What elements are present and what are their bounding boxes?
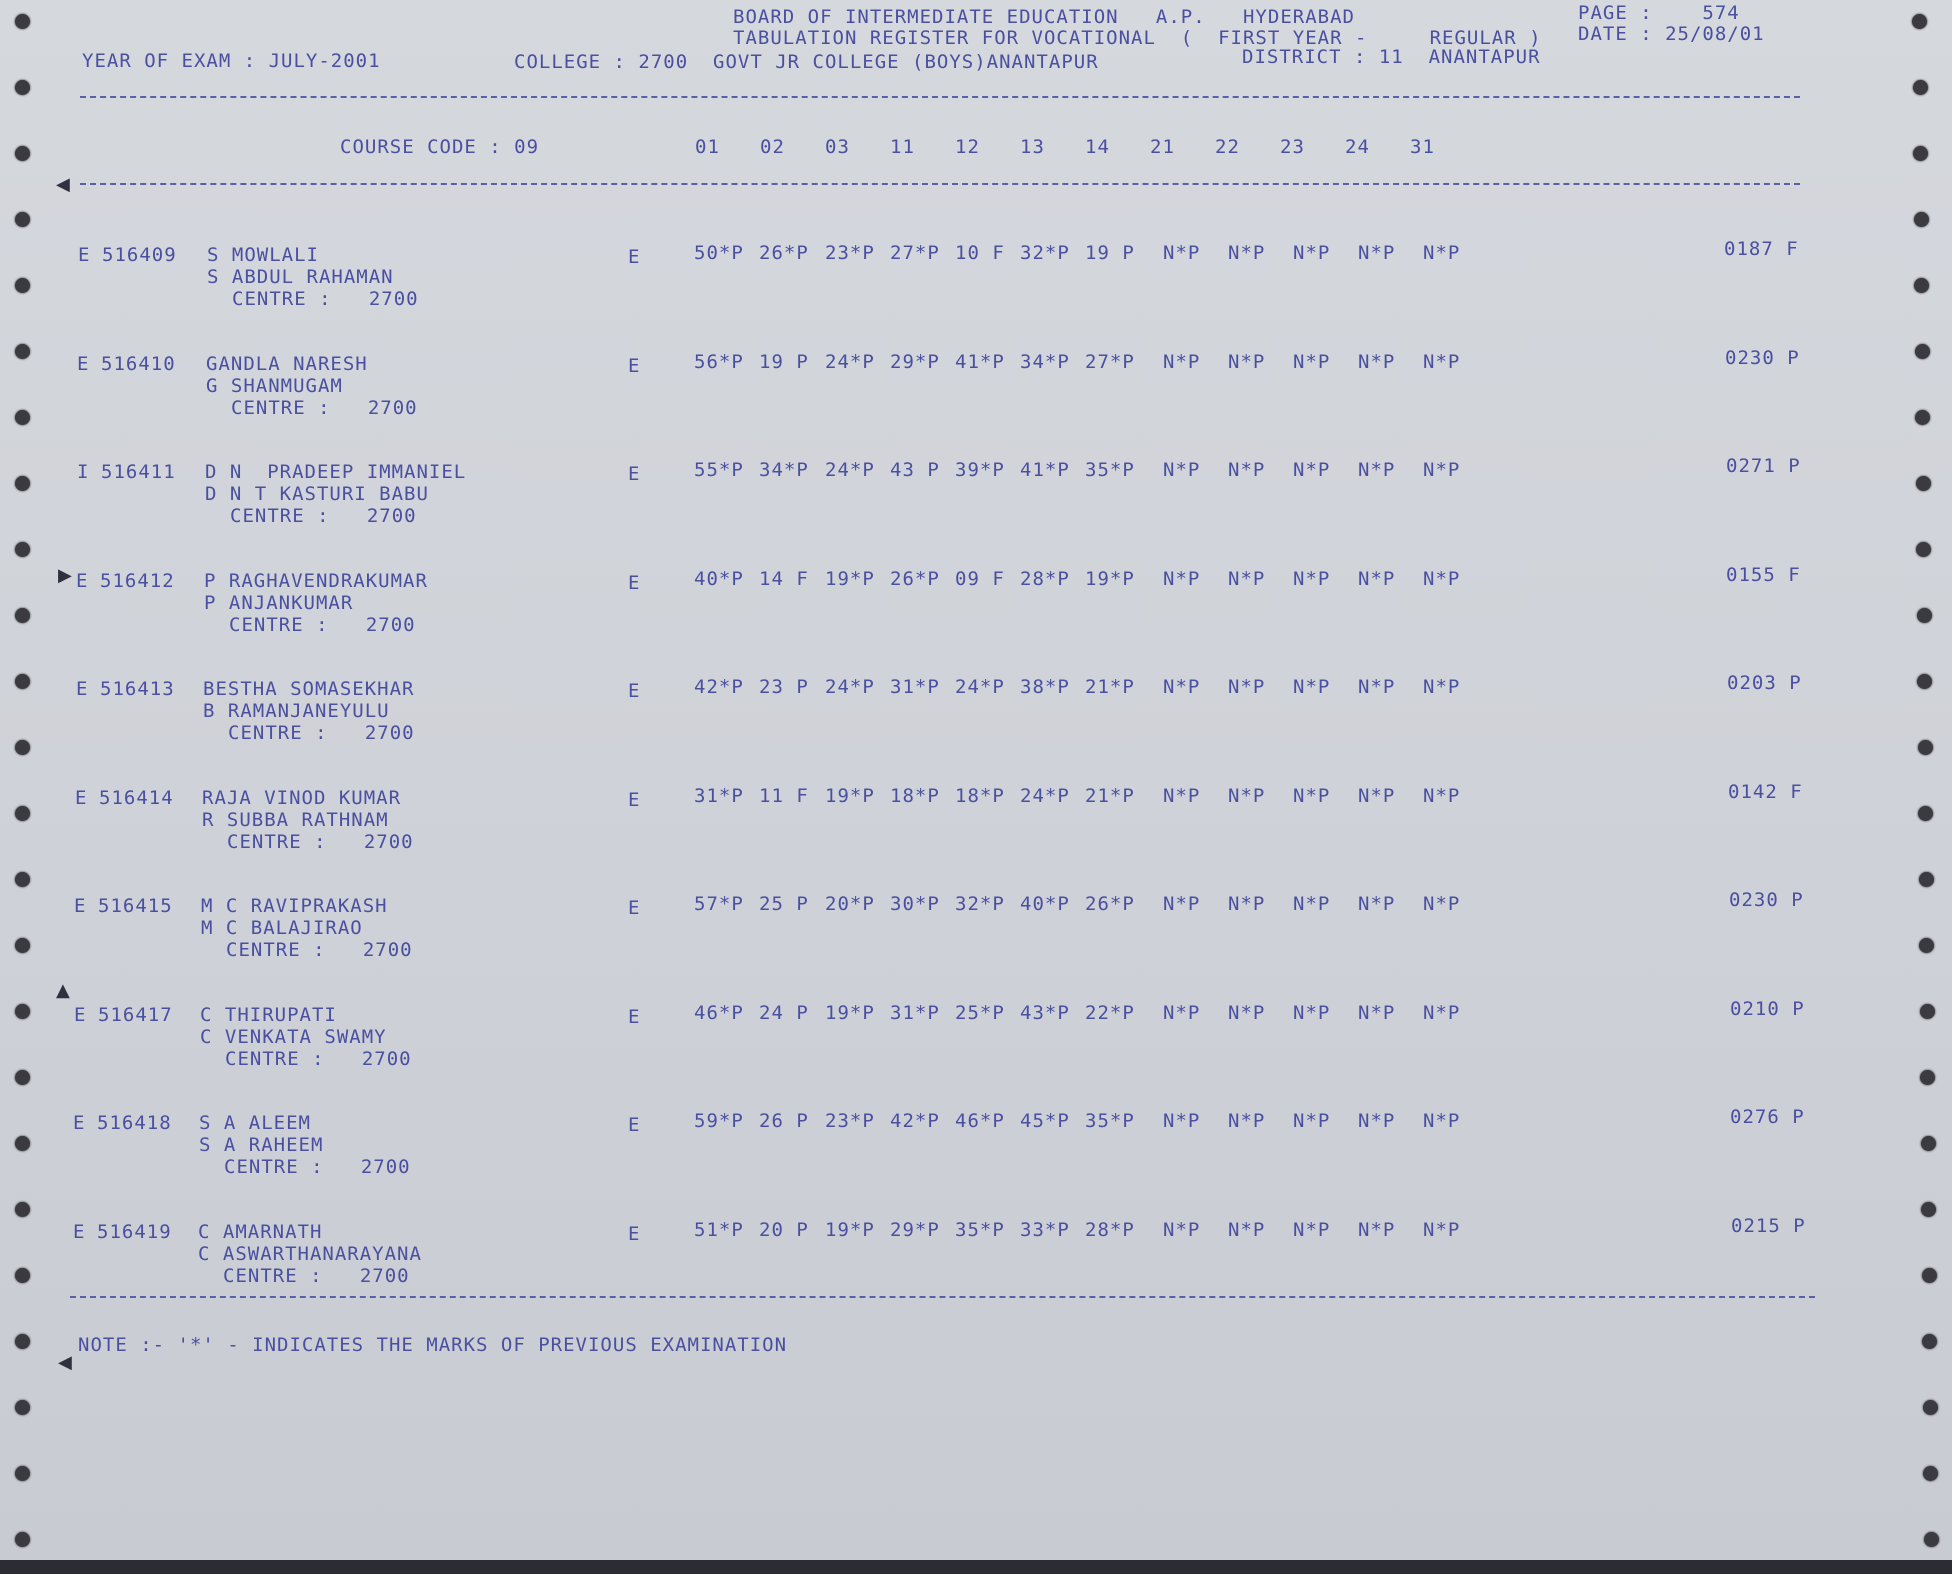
feed-hole xyxy=(1917,674,1932,689)
subject-code-23: 23 xyxy=(1280,136,1305,158)
subject-code-24: 24 xyxy=(1345,136,1370,158)
subject-mark: 19*P xyxy=(825,785,875,807)
subject-mark: 26*P xyxy=(890,568,940,590)
subject-mark: N*P xyxy=(1163,459,1201,481)
subject-mark: 45*P xyxy=(1020,1110,1070,1132)
subject-mark: N*P xyxy=(1293,351,1331,373)
father-name: B RAMANJANEYULU xyxy=(203,700,390,722)
centre-code: CENTRE : 2700 xyxy=(225,1048,412,1070)
subject-code-14: 14 xyxy=(1085,136,1110,158)
subject-mark: 24*P xyxy=(825,351,875,373)
subject-mark: N*P xyxy=(1163,1110,1201,1132)
subject-mark: N*P xyxy=(1163,1219,1201,1241)
total-result: 0155 F xyxy=(1726,564,1801,586)
subject-code-03: 03 xyxy=(825,136,850,158)
hall-ticket-number: 516412 xyxy=(100,570,175,592)
up-arrow-mark: ▲ xyxy=(56,980,70,1001)
subject-mark: N*P xyxy=(1228,1110,1266,1132)
centre-code: CENTRE : 2700 xyxy=(224,1156,411,1178)
feed-hole xyxy=(15,1202,30,1217)
candidate-name: RAJA VINOD KUMAR xyxy=(202,787,402,809)
medium: E xyxy=(628,355,641,377)
subject-mark: N*P xyxy=(1358,1219,1396,1241)
subject-mark: N*P xyxy=(1423,893,1461,915)
feed-hole xyxy=(15,608,30,623)
medium: E xyxy=(628,789,641,811)
candidate-name: S A ALEEM xyxy=(199,1112,311,1134)
subject-mark: N*P xyxy=(1293,893,1331,915)
subject-mark: N*P xyxy=(1293,1219,1331,1241)
district-name: DISTRICT : 11 ANANTAPUR xyxy=(1242,46,1541,68)
father-name: P ANJANKUMAR xyxy=(204,592,354,614)
medium: E xyxy=(628,1006,641,1028)
subject-mark: N*P xyxy=(1293,1002,1331,1024)
feed-hole xyxy=(15,740,30,755)
feed-hole xyxy=(15,80,30,95)
category-code: E xyxy=(73,1112,86,1134)
subject-code-12: 12 xyxy=(955,136,980,158)
father-name: M C BALAJIRAO xyxy=(201,917,363,939)
subject-mark: N*P xyxy=(1228,459,1266,481)
subject-mark: N*P xyxy=(1423,1002,1461,1024)
subject-mark: 35*P xyxy=(1085,1110,1135,1132)
subject-mark: 29*P xyxy=(890,351,940,373)
subject-mark: 35*P xyxy=(955,1219,1005,1241)
centre-code: CENTRE : 2700 xyxy=(231,397,418,419)
centre-code: CENTRE : 2700 xyxy=(232,288,419,310)
feed-hole xyxy=(1923,1466,1938,1481)
father-name: S ABDUL RAHAMAN xyxy=(207,266,394,288)
subject-mark: 25*P xyxy=(955,1002,1005,1024)
medium: E xyxy=(628,463,641,485)
candidate-name: BESTHA SOMASEKHAR xyxy=(203,678,415,700)
feed-hole xyxy=(15,1400,30,1415)
subject-mark: N*P xyxy=(1293,242,1331,264)
subject-mark: N*P xyxy=(1358,785,1396,807)
hall-ticket-number: 516413 xyxy=(100,678,175,700)
subject-mark: N*P xyxy=(1423,1219,1461,1241)
subject-mark: 55*P xyxy=(694,459,744,481)
subject-mark: 57*P xyxy=(694,893,744,915)
subject-mark: 50*P xyxy=(694,242,744,264)
subject-mark: 31*P xyxy=(694,785,744,807)
subject-mark: 10 F xyxy=(955,242,1005,264)
subject-mark: 42*P xyxy=(694,676,744,698)
subject-mark: 20*P xyxy=(825,893,875,915)
hall-ticket-number: 516417 xyxy=(98,1004,173,1026)
feed-hole xyxy=(1920,1070,1935,1085)
subject-mark: N*P xyxy=(1228,676,1266,698)
feed-hole xyxy=(15,410,30,425)
feed-hole xyxy=(1922,1334,1937,1349)
college-name: COLLEGE : 2700 GOVT JR COLLEGE (BOYS)ANANTAPUR xyxy=(514,51,1099,73)
medium: E xyxy=(628,246,641,268)
feed-hole xyxy=(1920,1004,1935,1019)
total-result: 0142 F xyxy=(1728,781,1803,803)
total-result: 0215 P xyxy=(1731,1215,1806,1237)
category-code: E xyxy=(76,570,89,592)
subject-mark: 46*P xyxy=(955,1110,1005,1132)
subject-mark: 56*P xyxy=(694,351,744,373)
centre-code: CENTRE : 2700 xyxy=(228,722,415,744)
subject-mark: N*P xyxy=(1293,676,1331,698)
category-code: E xyxy=(76,678,89,700)
candidate-name: M C RAVIPRAKASH xyxy=(201,895,388,917)
left-arrow-mark: ◀ xyxy=(56,174,70,195)
subject-mark: N*P xyxy=(1423,568,1461,590)
feed-hole xyxy=(1921,1136,1936,1151)
subject-mark: 19*P xyxy=(1085,568,1135,590)
feed-hole xyxy=(15,1334,30,1349)
register-title: TABULATION REGISTER FOR VOCATIONAL ( FIRST YEAR - REGULAR ) xyxy=(733,27,1542,49)
category-code: E xyxy=(75,787,88,809)
bottom-edge xyxy=(0,1560,1952,1574)
subject-mark: 20 P xyxy=(759,1219,809,1241)
subject-code-13: 13 xyxy=(1020,136,1045,158)
medium: E xyxy=(628,572,641,594)
feed-hole xyxy=(1921,1202,1936,1217)
subject-mark: N*P xyxy=(1423,351,1461,373)
subject-mark: 59*P xyxy=(694,1110,744,1132)
subject-mark: 40*P xyxy=(1020,893,1070,915)
hall-ticket-number: 516419 xyxy=(97,1221,172,1243)
subject-mark: 11 F xyxy=(759,785,809,807)
father-name: G SHANMUGAM xyxy=(206,375,343,397)
total-result: 0230 P xyxy=(1725,347,1800,369)
subject-mark: 18*P xyxy=(890,785,940,807)
subject-mark: N*P xyxy=(1163,785,1201,807)
subject-mark: N*P xyxy=(1228,1219,1266,1241)
feed-hole xyxy=(1914,278,1929,293)
subject-mark: N*P xyxy=(1163,1002,1201,1024)
category-code: E xyxy=(74,1004,87,1026)
feed-hole xyxy=(15,872,30,887)
note-text: NOTE :- '*' - INDICATES THE MARKS OF PREVIOUS EXAMINATION xyxy=(78,1334,788,1356)
centre-code: CENTRE : 2700 xyxy=(223,1265,410,1287)
subject-mark: N*P xyxy=(1358,351,1396,373)
print-date: DATE : 25/08/01 xyxy=(1578,23,1765,45)
subject-mark: 19*P xyxy=(825,1219,875,1241)
feed-hole xyxy=(1922,1268,1937,1283)
subject-mark: N*P xyxy=(1228,1002,1266,1024)
subject-mark: N*P xyxy=(1228,785,1266,807)
feed-hole xyxy=(15,1004,30,1019)
subject-mark: N*P xyxy=(1228,242,1266,264)
subject-mark: 35*P xyxy=(1085,459,1135,481)
subject-mark: 21*P xyxy=(1085,676,1135,698)
feed-hole xyxy=(1924,1532,1939,1547)
father-name: R SUBBA RATHNAM xyxy=(202,809,389,831)
centre-code: CENTRE : 2700 xyxy=(226,939,413,961)
subject-mark: 31*P xyxy=(890,1002,940,1024)
feed-hole xyxy=(15,212,30,227)
subject-mark: N*P xyxy=(1423,676,1461,698)
feed-hole xyxy=(15,1268,30,1283)
subject-mark: 21*P xyxy=(1085,785,1135,807)
subject-mark: 26 P xyxy=(759,1110,809,1132)
feed-hole xyxy=(1915,344,1930,359)
total-result: 0187 F xyxy=(1724,238,1799,260)
subject-mark: 27*P xyxy=(890,242,940,264)
subject-mark: N*P xyxy=(1358,676,1396,698)
feed-hole xyxy=(15,344,30,359)
subject-mark: N*P xyxy=(1358,893,1396,915)
feed-hole xyxy=(1919,938,1934,953)
subject-mark: 32*P xyxy=(955,893,1005,915)
medium: E xyxy=(628,1223,641,1245)
subject-mark: 26*P xyxy=(759,242,809,264)
course-code: COURSE CODE : 09 xyxy=(340,136,540,158)
header-divider xyxy=(80,96,1800,98)
subject-mark: 30*P xyxy=(890,893,940,915)
subject-mark: N*P xyxy=(1358,459,1396,481)
subject-mark: 34*P xyxy=(759,459,809,481)
subject-mark: 23*P xyxy=(825,1110,875,1132)
feed-hole xyxy=(15,1070,30,1085)
subject-mark: 23*P xyxy=(825,242,875,264)
board-title: BOARD OF INTERMEDIATE EDUCATION A.P. HYDERABAD xyxy=(733,6,1355,28)
subject-mark: N*P xyxy=(1293,1110,1331,1132)
subject-mark: 46*P xyxy=(694,1002,744,1024)
hall-ticket-number: 516409 xyxy=(102,244,177,266)
footer-divider xyxy=(70,1296,1815,1298)
subject-mark: N*P xyxy=(1163,676,1201,698)
feed-hole xyxy=(1913,80,1928,95)
candidate-name: P RAGHAVENDRAKUMAR xyxy=(204,570,428,592)
subject-mark: 19*P xyxy=(825,568,875,590)
column-header-divider xyxy=(80,183,1800,185)
subject-mark: 27*P xyxy=(1085,351,1135,373)
centre-code: CENTRE : 2700 xyxy=(230,505,417,527)
feed-hole xyxy=(1916,476,1931,491)
feed-hole xyxy=(1916,542,1931,557)
year-of-exam: YEAR OF EXAM : JULY-2001 xyxy=(82,50,381,72)
candidate-name: S MOWLALI xyxy=(207,244,319,266)
subject-mark: 24 P xyxy=(759,1002,809,1024)
subject-code-31: 31 xyxy=(1410,136,1435,158)
medium: E xyxy=(628,897,641,919)
subject-mark: N*P xyxy=(1358,242,1396,264)
subject-mark: 39*P xyxy=(955,459,1005,481)
subject-mark: N*P xyxy=(1358,1002,1396,1024)
subject-mark: 24*P xyxy=(825,676,875,698)
feed-hole xyxy=(15,1136,30,1151)
feed-hole xyxy=(1915,410,1930,425)
left-arrow-mark-bottom: ◀ xyxy=(58,1352,72,1373)
subject-mark: N*P xyxy=(1163,893,1201,915)
subject-mark: 19 P xyxy=(1085,242,1135,264)
subject-mark: 43*P xyxy=(1020,1002,1070,1024)
centre-code: CENTRE : 2700 xyxy=(227,831,414,853)
subject-mark: 29*P xyxy=(890,1219,940,1241)
total-result: 0203 P xyxy=(1727,672,1802,694)
subject-mark: 33*P xyxy=(1020,1219,1070,1241)
feed-hole xyxy=(1912,14,1927,29)
category-code: E xyxy=(74,895,87,917)
father-name: C VENKATA SWAMY xyxy=(200,1026,387,1048)
feed-hole xyxy=(15,278,30,293)
subject-mark: 31*P xyxy=(890,676,940,698)
feed-hole xyxy=(15,1532,30,1547)
medium: E xyxy=(628,680,641,702)
subject-code-01: 01 xyxy=(695,136,720,158)
category-code: E xyxy=(73,1221,86,1243)
category-code: E xyxy=(78,244,91,266)
candidate-name: GANDLA NARESH xyxy=(206,353,368,375)
subject-mark: N*P xyxy=(1423,459,1461,481)
total-result: 0271 P xyxy=(1726,455,1801,477)
subject-mark: 22*P xyxy=(1085,1002,1135,1024)
subject-mark: 41*P xyxy=(1020,459,1070,481)
hall-ticket-number: 516414 xyxy=(99,787,174,809)
subject-mark: N*P xyxy=(1163,568,1201,590)
category-code: I xyxy=(77,461,90,483)
father-name: D N T KASTURI BABU xyxy=(205,483,429,505)
subject-mark: 24*P xyxy=(955,676,1005,698)
feed-hole xyxy=(1914,212,1929,227)
candidate-name: D N PRADEEP IMMANIEL xyxy=(205,461,467,483)
feed-hole xyxy=(1917,608,1932,623)
father-name: C ASWARTHANARAYANA xyxy=(198,1243,422,1265)
subject-mark: 25 P xyxy=(759,893,809,915)
feed-hole xyxy=(15,806,30,821)
subject-mark: 19 P xyxy=(759,351,809,373)
subject-mark: N*P xyxy=(1358,568,1396,590)
total-result: 0230 P xyxy=(1729,889,1804,911)
hall-ticket-number: 516418 xyxy=(97,1112,172,1134)
feed-hole xyxy=(15,146,30,161)
right-arrow-mark: ▶ xyxy=(58,565,72,586)
feed-hole xyxy=(15,674,30,689)
subject-mark: N*P xyxy=(1228,893,1266,915)
subject-mark: N*P xyxy=(1293,568,1331,590)
feed-hole xyxy=(15,938,30,953)
father-name: S A RAHEEM xyxy=(199,1134,324,1156)
feed-hole xyxy=(1913,146,1928,161)
feed-hole xyxy=(15,1466,30,1481)
subject-mark: N*P xyxy=(1163,242,1201,264)
subject-mark: 26*P xyxy=(1085,893,1135,915)
subject-mark: N*P xyxy=(1423,1110,1461,1132)
medium: E xyxy=(628,1114,641,1136)
subject-mark: N*P xyxy=(1228,351,1266,373)
subject-mark: 24*P xyxy=(1020,785,1070,807)
centre-code: CENTRE : 2700 xyxy=(229,614,416,636)
feed-hole xyxy=(15,14,30,29)
subject-mark: 34*P xyxy=(1020,351,1070,373)
subject-code-11: 11 xyxy=(890,136,915,158)
subject-mark: 24*P xyxy=(825,459,875,481)
total-result: 0210 P xyxy=(1730,998,1805,1020)
subject-code-22: 22 xyxy=(1215,136,1240,158)
subject-mark: 23 P xyxy=(759,676,809,698)
subject-mark: 40*P xyxy=(694,568,744,590)
candidate-name: C AMARNATH xyxy=(198,1221,323,1243)
subject-mark: 38*P xyxy=(1020,676,1070,698)
subject-code-02: 02 xyxy=(760,136,785,158)
candidate-name: C THIRUPATI xyxy=(200,1004,337,1026)
subject-mark: 51*P xyxy=(694,1219,744,1241)
feed-hole xyxy=(1918,806,1933,821)
subject-mark: N*P xyxy=(1228,568,1266,590)
subject-mark: N*P xyxy=(1293,785,1331,807)
feed-hole xyxy=(15,542,30,557)
subject-mark: N*P xyxy=(1293,459,1331,481)
subject-mark: 28*P xyxy=(1085,1219,1135,1241)
feed-hole xyxy=(1923,1400,1938,1415)
subject-mark: 14 F xyxy=(759,568,809,590)
subject-mark: 41*P xyxy=(955,351,1005,373)
category-code: E xyxy=(77,353,90,375)
subject-mark: N*P xyxy=(1423,785,1461,807)
subject-mark: 18*P xyxy=(955,785,1005,807)
subject-mark: N*P xyxy=(1163,351,1201,373)
subject-mark: 09 F xyxy=(955,568,1005,590)
feed-hole xyxy=(15,476,30,491)
feed-hole xyxy=(1919,872,1934,887)
subject-mark: 28*P xyxy=(1020,568,1070,590)
subject-mark: N*P xyxy=(1423,242,1461,264)
hall-ticket-number: 516410 xyxy=(101,353,176,375)
subject-mark: 32*P xyxy=(1020,242,1070,264)
total-result: 0276 P xyxy=(1730,1106,1805,1128)
hall-ticket-number: 516411 xyxy=(101,461,176,483)
subject-code-21: 21 xyxy=(1150,136,1175,158)
subject-mark: 43 P xyxy=(890,459,940,481)
page-number: PAGE : 574 xyxy=(1578,2,1740,24)
subject-mark: 19*P xyxy=(825,1002,875,1024)
subject-mark: 42*P xyxy=(890,1110,940,1132)
subject-mark: N*P xyxy=(1358,1110,1396,1132)
feed-hole xyxy=(1918,740,1933,755)
hall-ticket-number: 516415 xyxy=(98,895,173,917)
